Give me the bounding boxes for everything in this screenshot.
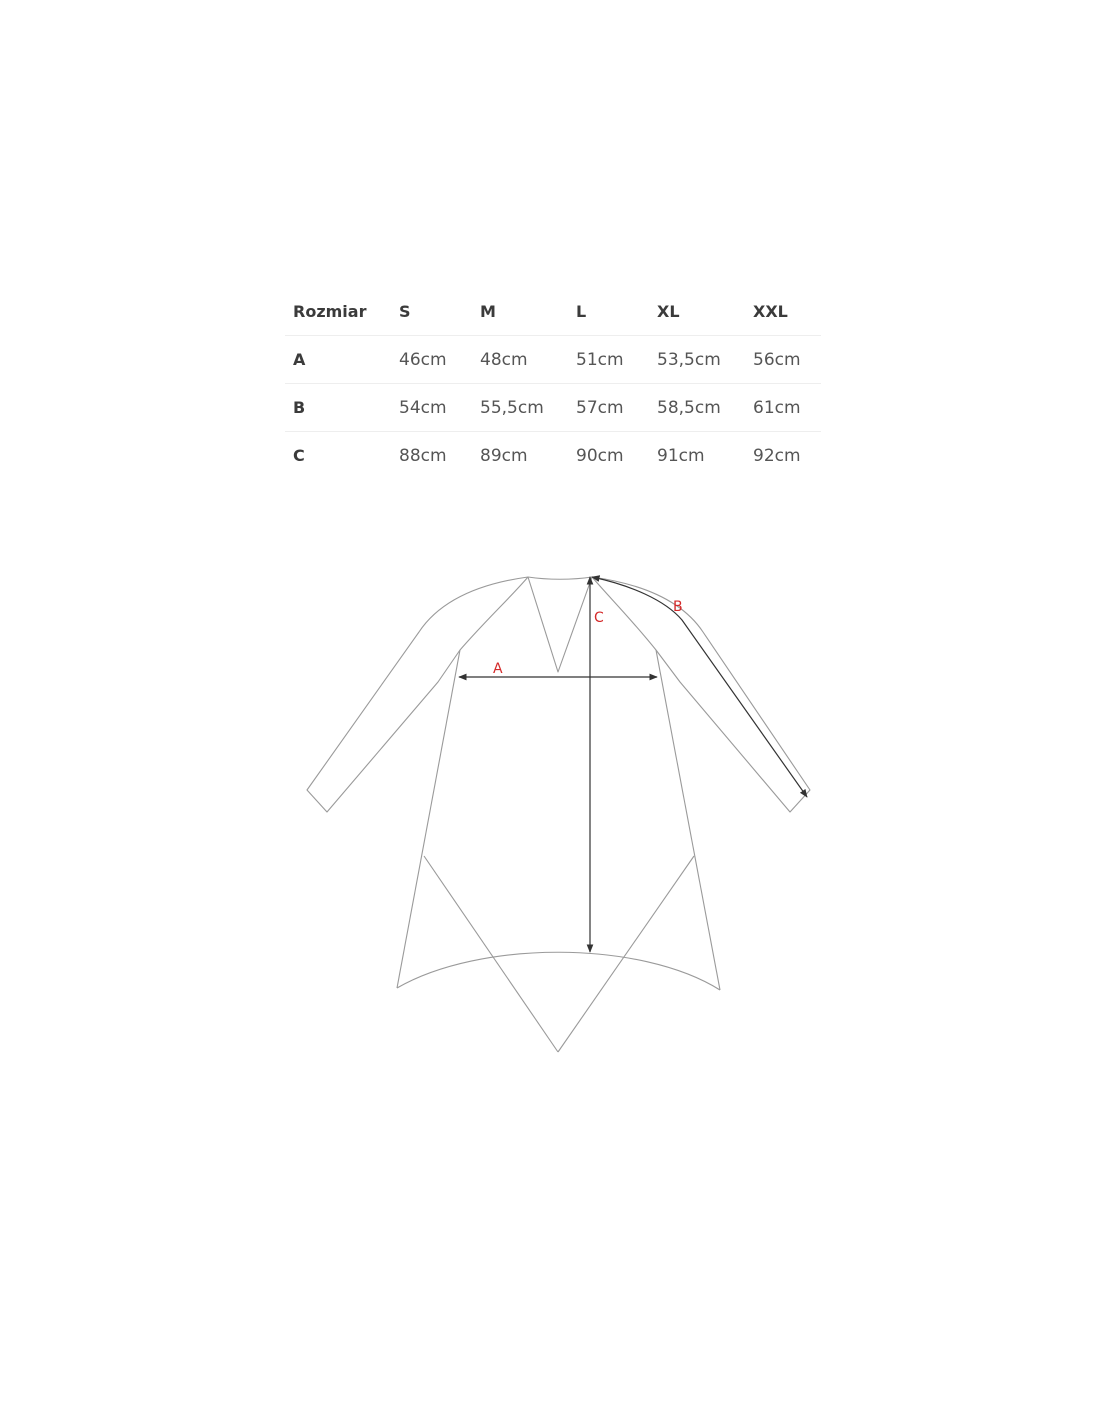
neckline-outline [528, 577, 592, 672]
right-sleeve-outline [592, 577, 810, 812]
table-cell: 48cm [472, 336, 568, 384]
table-cell: 54cm [391, 384, 472, 432]
header-size-xl: XL [649, 288, 745, 336]
header-size-m: M [472, 288, 568, 336]
garment-outline [307, 577, 810, 1052]
label-b: B [673, 599, 683, 615]
header-size-l: L [568, 288, 649, 336]
body-right-side [656, 650, 720, 990]
table-cell: 53,5cm [649, 336, 745, 384]
measurement-lines [459, 577, 807, 952]
table-cell: 56cm [745, 336, 821, 384]
right-drape-line [558, 856, 694, 1052]
measure-b-line [592, 577, 807, 797]
table-cell: 46cm [391, 336, 472, 384]
label-c: C [594, 610, 604, 626]
label-a: A [493, 661, 503, 677]
row-label: C [293, 446, 305, 465]
left-sleeve-outline [307, 577, 528, 812]
table-cell: 92cm [753, 445, 801, 466]
hem-curve [397, 952, 720, 990]
table-cell: 55,5cm [472, 384, 568, 432]
left-drape-line [424, 856, 558, 1052]
table-cell: 91cm [657, 445, 705, 466]
header-size-label: Rozmiar [285, 288, 391, 336]
table-cell: 57cm [568, 384, 649, 432]
table-cell: 89cm [480, 445, 528, 466]
table-cell: 58,5cm [649, 384, 745, 432]
header-size-xxl: XXL [745, 288, 821, 336]
row-label: A [285, 336, 391, 384]
table-cell: 51cm [568, 336, 649, 384]
row-label: B [285, 384, 391, 432]
table-cell: 61cm [745, 384, 821, 432]
table-cell: 90cm [576, 445, 624, 466]
body-left-side [397, 650, 460, 988]
header-size-s: S [391, 288, 472, 336]
table-cell: 88cm [399, 445, 447, 466]
